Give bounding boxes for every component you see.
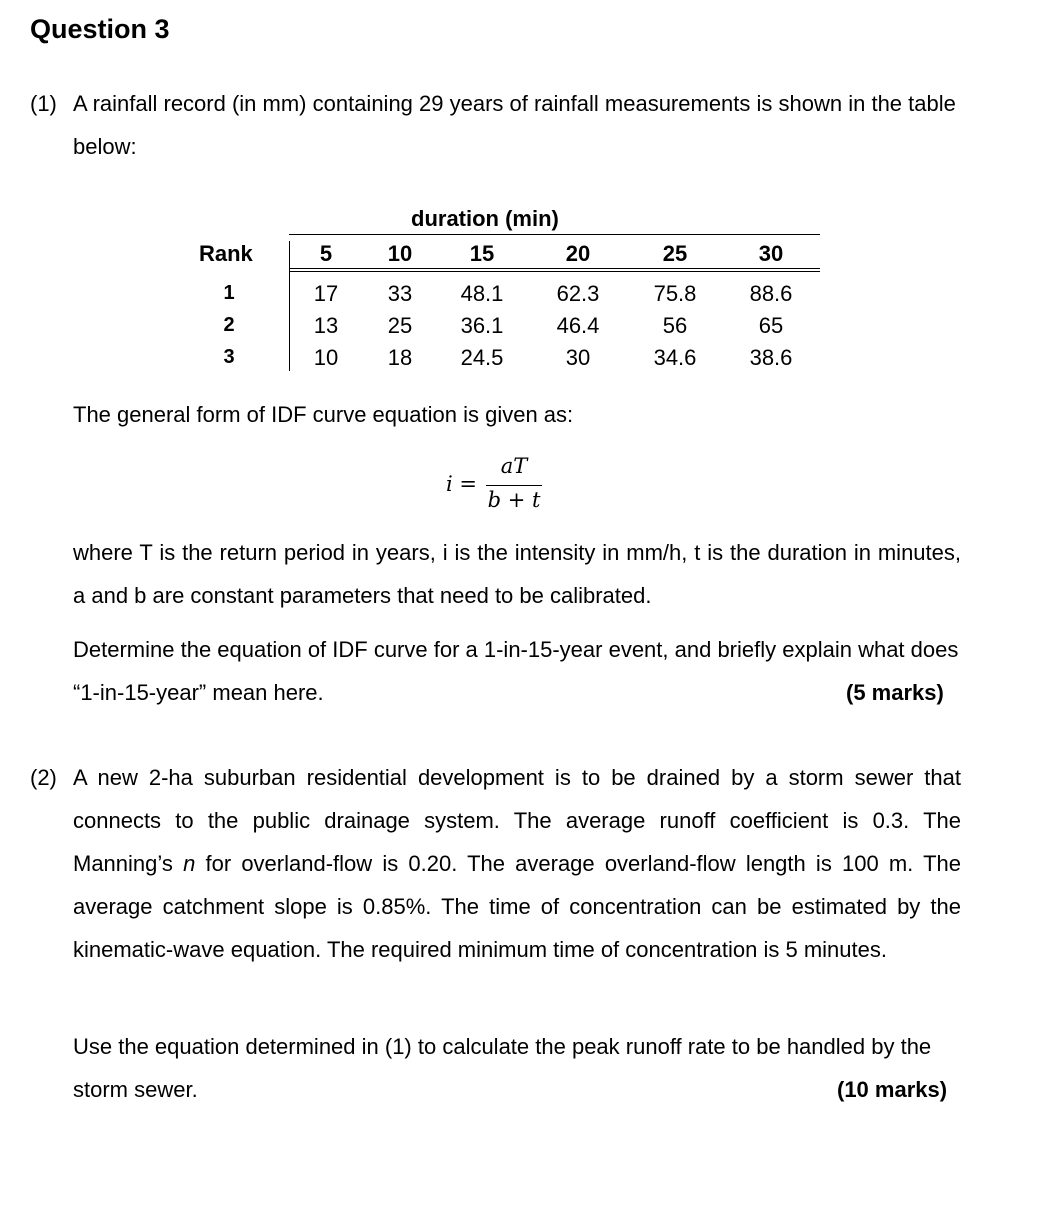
where-text: where T is the return period in years, i is the intensity in mm/h, t is the duration in minutes, a and b are constant parameters that need to be calibrated. (73, 540, 961, 608)
table-cell: 17 (313, 281, 339, 306)
table-cell: 36.1 (460, 313, 504, 338)
part2-task: Use the equation determined in (1) to calculate the peak runoff rate to be handled by the storm sewer. (73, 1034, 932, 1102)
question-title: Question 3 (30, 14, 170, 44)
table-cell: 75.8 (653, 281, 697, 306)
table-cell: 56 (662, 313, 688, 338)
part1-task: Determine the equation of IDF curve for a 1-in-15-year event, and briefly explain what does “1-in-15-year” mean here. (73, 637, 959, 705)
table-cell: 46.4 (556, 313, 600, 338)
table-cell: 65 (758, 313, 784, 338)
table-cell: 48.1 (460, 281, 504, 306)
table-cell: 88.6 (749, 281, 793, 306)
table-cell: 30 (565, 345, 591, 370)
table-cell: 33 (387, 281, 413, 306)
part2-marks: (10 marks) (837, 1077, 948, 1102)
rank-cell: 2 (223, 314, 235, 336)
part2-text-a: A new 2-ha suburban residential development is to be drained by a storm sewer that connects to the public drainage system. The average runoff coefficient is 0.3. The Manning’s (73, 765, 961, 876)
table-cell: 18 (387, 345, 413, 370)
table-cell: 25 (387, 313, 413, 338)
equation-lhs: i = (446, 472, 477, 496)
header-rule-2 (289, 271, 820, 272)
header-rule-1 (289, 268, 820, 269)
idf-intro: The general form of IDF curve equation is given as: (73, 402, 574, 427)
rank-separator (289, 241, 290, 371)
part2-text-b: for overland-flow is 0.20. The average overland-flow length is 100 m. The average catchment slope is 0.85%. The time of concentration can be estimated by the kinematic-wave equation. The required minimum time of concentration is 5 minutes. (73, 851, 961, 962)
duration-col-20: 20 (565, 241, 591, 266)
table-cell: 10 (313, 345, 339, 370)
top-rule (289, 234, 820, 235)
rank-header: Rank (199, 241, 253, 266)
duration-col-15: 15 (469, 241, 495, 266)
rank-cell: 1 (223, 282, 235, 304)
equation-numerator: aT (500, 454, 528, 478)
duration-header: duration (min) (411, 206, 559, 231)
part1-number: (1) (30, 91, 57, 116)
manning-n: n (183, 851, 196, 876)
part1-intro: A rainfall record (in mm) containing 29 years of rainfall measurements is shown in the table below: (73, 91, 956, 159)
duration-col-25: 25 (662, 241, 688, 266)
part1-marks: (5 marks) (846, 680, 944, 705)
duration-col-10: 10 (387, 241, 413, 266)
table-cell: 24.5 (460, 345, 504, 370)
fraction-bar (486, 485, 542, 486)
duration-col-30: 30 (758, 241, 784, 266)
equation-denominator: b + t (487, 488, 541, 512)
table-cell: 13 (313, 313, 339, 338)
table-cell: 38.6 (749, 345, 793, 370)
table-cell: 62.3 (556, 281, 600, 306)
part2-number: (2) (30, 765, 57, 790)
rank-cell: 3 (223, 346, 235, 368)
table-cell: 34.6 (653, 345, 697, 370)
part2-text (73, 756, 961, 971)
duration-col-5: 5 (319, 241, 333, 266)
